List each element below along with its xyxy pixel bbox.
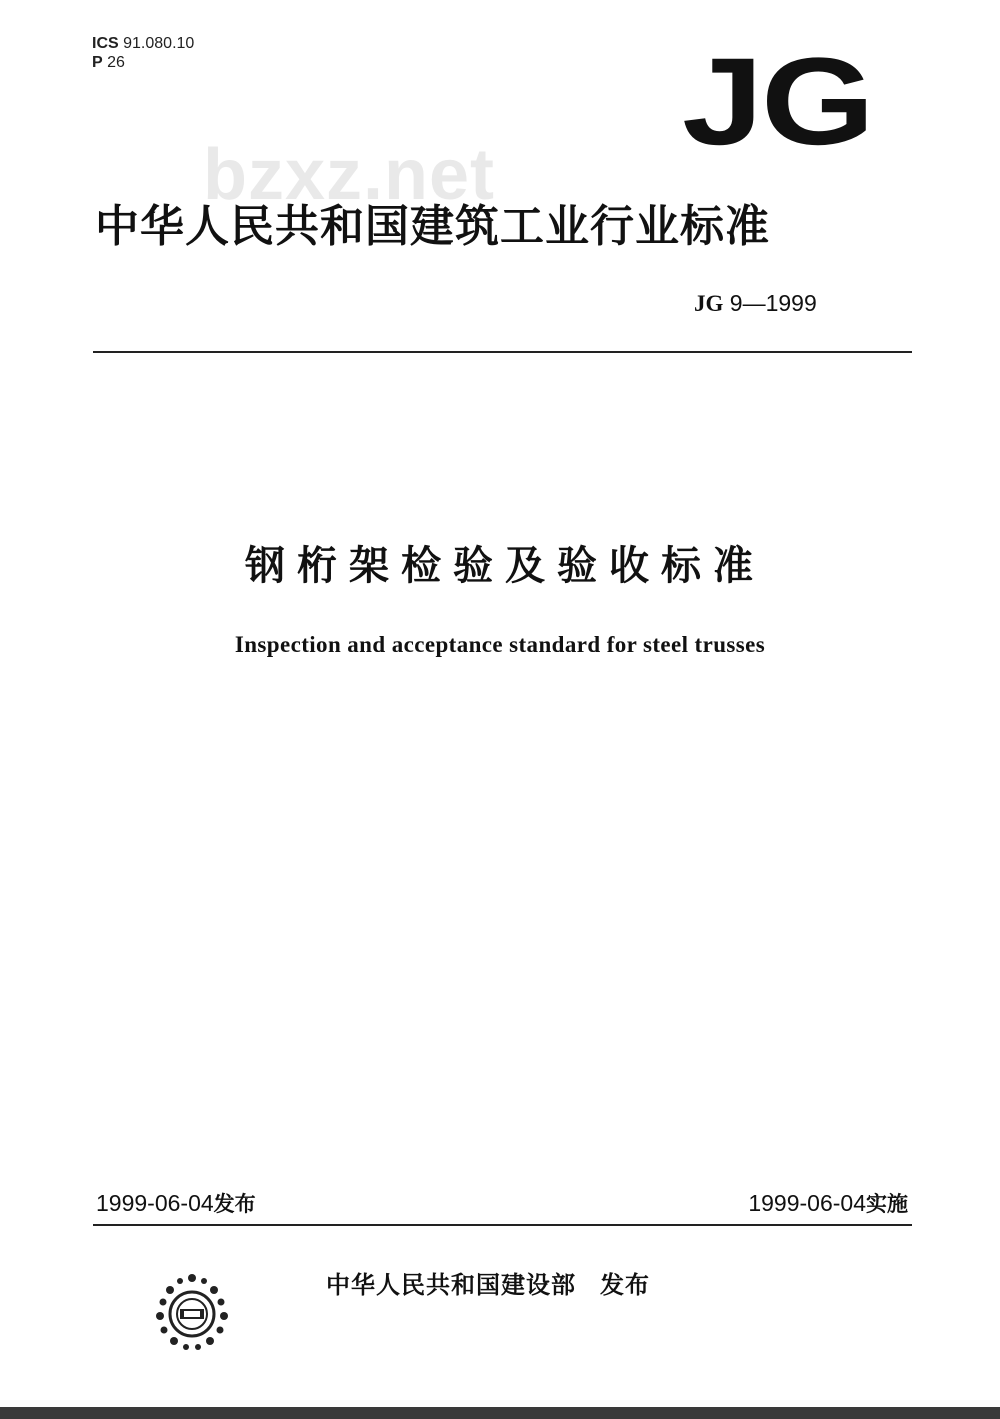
ccs-line [92, 53, 194, 72]
bottom-divider [93, 1224, 912, 1226]
effective-date: 1999-06-04 [748, 1190, 866, 1216]
issue-date-block [96, 1188, 256, 1219]
issue-date: 1999-06-04 [96, 1190, 214, 1216]
jg-logo: JG [682, 33, 873, 171]
scan-edge-bar [0, 1407, 1000, 1419]
document-title-cn: 钢桁架检验及验收标准 [245, 543, 765, 589]
classification-codes [92, 34, 194, 72]
effective-date-block [748, 1188, 908, 1219]
standard-number-value: 9—1999 [729, 290, 817, 316]
ccs-label: P [92, 54, 103, 71]
document-title-en: Inspection and acceptance standard for steel trusses [234, 632, 766, 657]
issue-date-label: 发布 [213, 1192, 256, 1216]
ics-code: 91.080.10 [123, 35, 195, 52]
publisher-name: 中华人民共和国建设部 [326, 1271, 576, 1299]
ics-label: ICS [92, 35, 119, 52]
ccs-code: 26 [107, 54, 125, 71]
standard-number-prefix: JG [694, 291, 724, 316]
standard-number [694, 288, 817, 319]
category-title: 中华人民共和国建筑工业行业标准 [95, 201, 770, 252]
effective-date-label: 实施 [866, 1192, 908, 1216]
publisher [326, 1268, 650, 1302]
publisher-action: 发布 [600, 1271, 650, 1299]
top-divider [93, 351, 912, 353]
ics-line [92, 34, 194, 53]
ministry-emblem-icon [148, 1272, 236, 1352]
watermark: bzxz.net [203, 135, 496, 215]
